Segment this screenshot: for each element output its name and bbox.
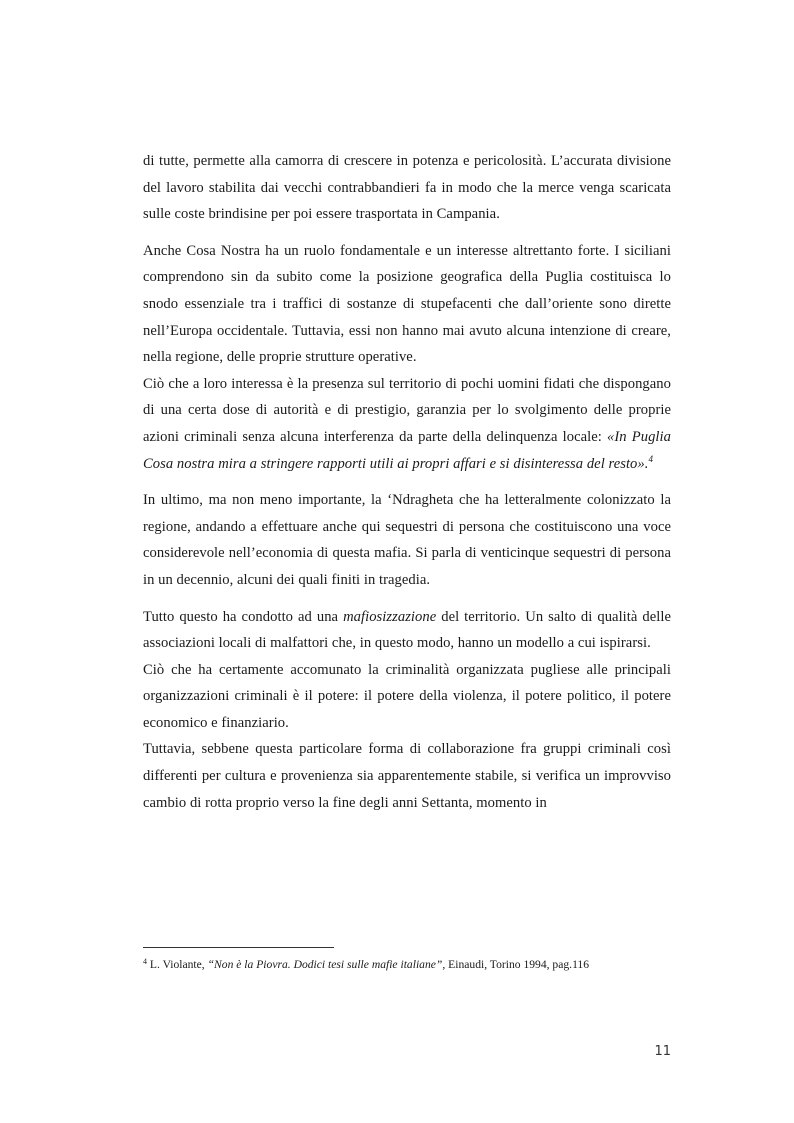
text-run: Tuttavia, sebbene questa particolare forma di collaborazione fra gruppi criminali così differenti per cultura e provenienza sia apparentemente stabile, si verifica un improvviso cambio di rotta proprio verso la fine degli anni Settanta, momento in [143, 741, 671, 811]
paragraph-p4 [143, 487, 671, 593]
footnote-separator [143, 947, 334, 948]
footnote-title: “Non è la Piovra. Dodici tesi sulle mafie italiane” [207, 958, 443, 971]
text-run: Tutto questo ha condotto ad una [143, 608, 344, 625]
text-run: del territorio. Un salto di qualità delle associazioni locali di malfattori che, in questo modo, hanno un modello a cui ispirarsi. [143, 608, 672, 652]
text-run: Anche Cosa Nostra ha un ruolo fondamentale e un interesse altrettanto forte. I siciliani comprendono sin da subito come la posizione geografica della Puglia costituisca lo snodo essenziale tra i traffici di sostanze di stupefacenti che dall’oriente sono dirette nell’Europa occidentale. Tuttavia, essi non hanno mai avuto alcuna intenzione di creare, nella regione, delle proprie strutture operative. [143, 242, 671, 366]
italic-text: mafiosizzazione [343, 608, 437, 625]
footnote-number: 4 [143, 957, 147, 966]
text-run: In ultimo, ma non meno importante, la ‘Ndragheta che ha letteralmente colonizzato la regione, andando a effettuare anche qui sequestri di persona che costituiscono una voce considerevole nell’economia di questa mafia. Si parla di venticinque sequestri di persona in un decennio, alcuni dei quali finiti in tragedia. [143, 492, 671, 588]
paragraph-p5 [143, 604, 671, 657]
page-number: 11 [654, 1044, 671, 1059]
paragraph-p7 [143, 736, 671, 816]
text-run: di tutte, permette alla camorra di crescere in potenza e pericolosità. L’accurata divisione del lavoro stabilita dai vecchi contrabbandieri fa in modo che la merce venga scaricata sulle coste brindisine per poi essere trasportata in Campania. [143, 153, 671, 223]
paragraph-p1 [143, 148, 671, 228]
paragraph-p3 [143, 371, 671, 477]
footnote-publisher: , Einaudi, Torino 1994, pag.116 [442, 958, 590, 971]
body-text [143, 148, 671, 816]
italic-text: «In Puglia Cosa nostra mira a stringere rapporti utili ai propri affari e si disinteressa del resto». [143, 428, 671, 472]
paragraph-p2 [143, 238, 671, 371]
footnote-author: L. Violante, [147, 958, 208, 971]
footnote [143, 957, 703, 973]
paragraph-p6 [143, 657, 671, 737]
text-run: Ciò che ha certamente accomunato la criminalità organizzata pugliese alle principali organizzazioni criminali è il potere: il potere della violenza, il potere politico, il potere economico e finanziario. [143, 661, 671, 731]
text-run: Ciò che a loro interessa è la presenza sul territorio di pochi uomini fidati che dispongano di una certa dose di autorità e di prestigio, garanzia per lo svolgimento delle proprie azioni criminali senza alcuna interferenza da parte della delinquenza locale: [143, 375, 671, 445]
footnote-reference[interactable]: 4 [648, 453, 654, 464]
